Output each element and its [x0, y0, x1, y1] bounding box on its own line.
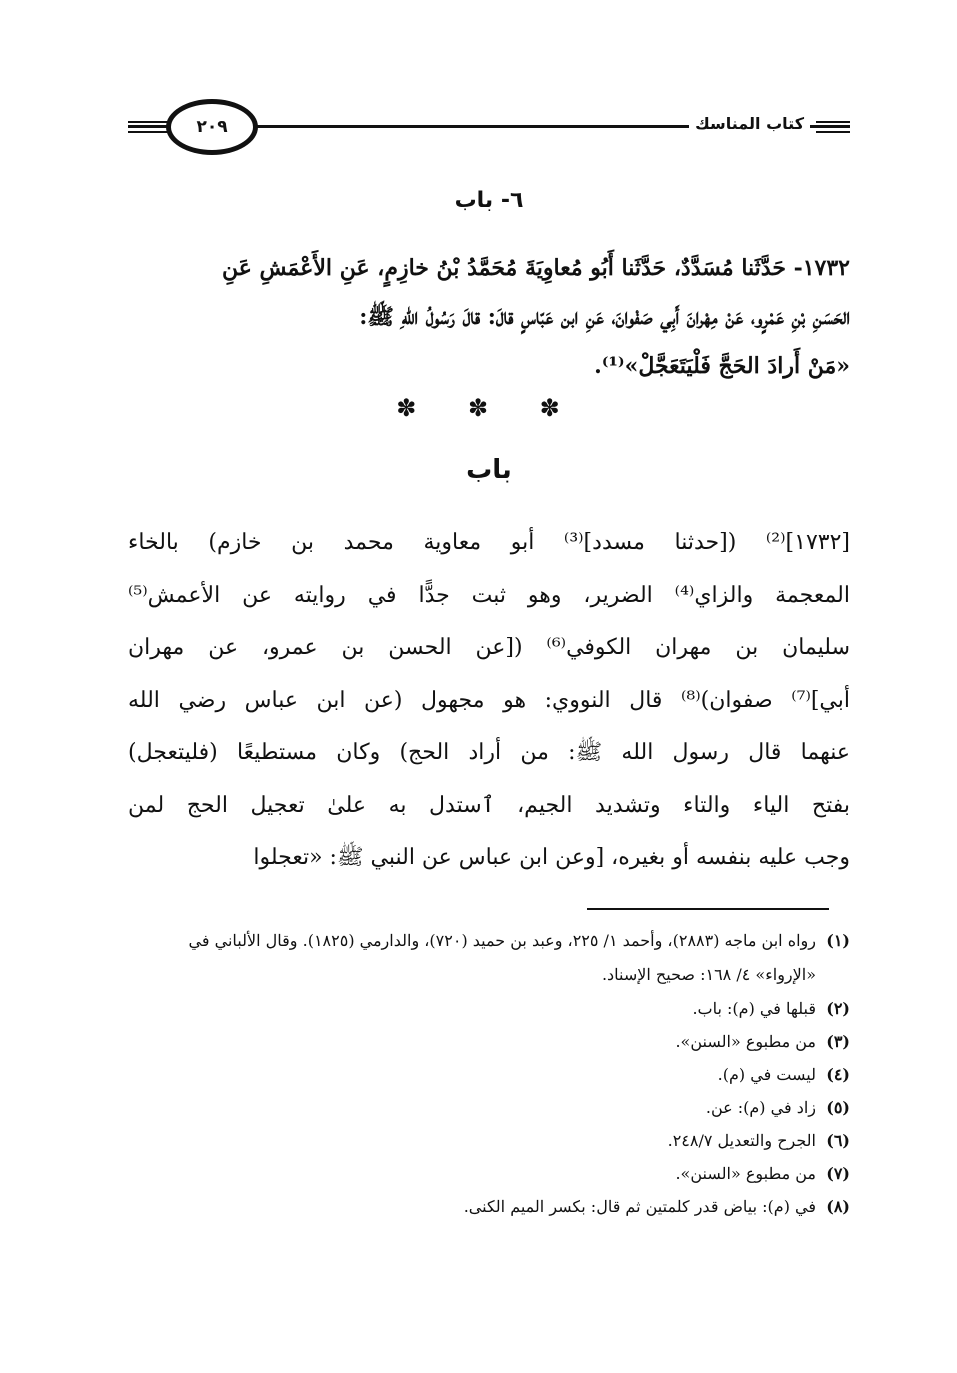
- footnote: [128, 992, 850, 1025]
- section-separator: ✽ ✽ ✽: [396, 394, 582, 422]
- running-title: كتاب المناسك: [689, 114, 810, 133]
- commentary-line: أبي]⁽⁷⁾ صفوان)⁽⁸⁾ قال النووي: هو مجهول (عن ابن عباس رضي الله: [128, 687, 850, 713]
- commentary-heading: باب: [466, 455, 512, 485]
- commentary-text: [128, 517, 850, 885]
- footnote: [128, 1058, 850, 1091]
- commentary-line: بفتح الياء والتاء وتشديد الجيم، ٱستدل به علىٰ تعجيل الحج لمن: [128, 792, 850, 818]
- footnote-divider: [587, 908, 829, 910]
- hadith-line: الحَسَنِ بْنِ عَمْرٍو، عَنْ مِهْرانَ أَبِي صَفْوانَ، عَنِ ابن عَبّاسٍ قالَ: قالَ رَسُولُ اللهِ ﷺ:: [359, 304, 850, 330]
- footnote-number: (٧): [826, 1164, 850, 1183]
- footnote-text: من مطبوع «السنن».: [675, 1164, 816, 1183]
- commentary-line: سليمان بن مهران الكوفي⁽⁶⁾ ([عن الحسن بن عمرو، عن مهران: [128, 635, 851, 660]
- chapter-heading: ٦- باب: [454, 188, 524, 213]
- footnote-text: من مطبوع «السنن».: [675, 1032, 816, 1051]
- page-header: [128, 96, 850, 160]
- footnote-number: (٦): [826, 1131, 850, 1150]
- footnotes: [128, 924, 850, 1223]
- footnote-number: (٨): [826, 1197, 850, 1216]
- hadith-line: «مَنْ أَرادَ الحَجَّ فَلْيَتَعَجَّلْ»⁽¹⁾.: [594, 353, 850, 379]
- footnote-number: (٣): [826, 1032, 850, 1051]
- footnote-number: (٤): [826, 1065, 850, 1084]
- footnote-number: (١): [826, 931, 850, 950]
- footnote-text: رواه ابن ماجه (٢٨٨٣)، وأحمد ١/ ٢٢٥، وعبد بن حميد (٧٢٠)، والدارمي (١٨٢٥). وقال الألباني في «الإرواء» ٤/ ١٦٨: صحيح الإسناد.: [188, 931, 816, 984]
- footnote-number: (٢): [826, 999, 850, 1018]
- footnote-text: قبلها في (م): باب.: [692, 999, 816, 1018]
- header-rule-left-lower: [128, 131, 168, 133]
- footnote: [128, 924, 850, 992]
- commentary-line: [١٧٣٢]⁽²⁾ ([حدثنا مسدد]⁽³⁾ أبو معاوية محمد بن خازم) بالخاء: [128, 530, 850, 555]
- footnote-text: الجرح والتعديل ٢٤٨/٧.: [667, 1131, 816, 1150]
- header-rule-right-upper: [816, 121, 850, 123]
- footnote: [128, 1190, 850, 1223]
- header-rule-left-upper: [128, 121, 168, 123]
- hadith-text: [128, 244, 850, 391]
- footnote-text: في (م): بياض قدر كلمتين ثم قال: بكسر الميم الكنى.: [463, 1197, 816, 1216]
- footnote: [128, 1157, 850, 1190]
- commentary-line: عنهما قال رسول الله ﷺ: من أراد الحج) وكان مستطيعًا (فليتعجل): [128, 740, 850, 765]
- commentary-line: وجب عليه بنفسه أو بغيره، [وعن ابن عباس عن النبي ﷺ: «تعجلوا: [253, 845, 850, 870]
- footnote-text: زاد في (م): عن.: [705, 1098, 816, 1117]
- commentary-line: المعجمة والزاي⁽⁴⁾ الضرير، وهو ثبت جدًّا في روايته عن الأعمش⁽⁵⁾: [128, 582, 851, 608]
- page-number: ٢٠٩: [166, 99, 258, 155]
- hadith-line: ١٧٣٢- حَدَّثَنا مُسَدَّدٌ، حَدَّثَنا أَبُو مُعاوِيَةَ مُحَمَّدُ بْنُ خازِمٍ، عَنِ الأَعْمَشِ عَنِ: [221, 255, 850, 281]
- footnote: [128, 1091, 850, 1124]
- header-rule-right-lower: [816, 131, 850, 133]
- footnote-number: (٥): [826, 1098, 850, 1117]
- footnote-text: ليست في (م).: [717, 1065, 816, 1084]
- footnote: [128, 1025, 850, 1058]
- footnote: [128, 1124, 850, 1157]
